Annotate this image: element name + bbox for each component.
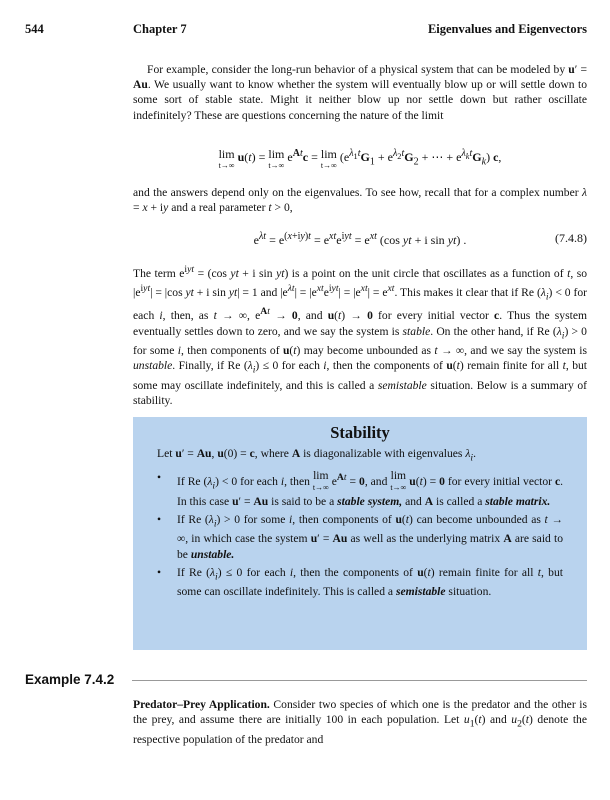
math-inline: t <box>562 359 566 373</box>
math-inline: i <box>323 359 327 373</box>
text-run: and <box>485 713 512 727</box>
equation-limit: lim t→∞ u(t) = lim t→∞ $e^{At}c = \lim$ t→∞ ($e^{\lambda_1t}G_1 + e^{\lambda_2t}G_2$ + ⋯ + $e^{\lambda_kt}G_k$) c, <box>218 147 502 170</box>
text-run: , but some can oscillate indefinitely. This is called a <box>177 565 563 599</box>
text-run: . This makes it clear that if <box>394 285 522 299</box>
text-run: and the answers depend only on the eigenvalues. To see how, recall that for a complex number <box>133 186 582 199</box>
term-stable-matrix: stable matrix. <box>485 494 551 508</box>
bullet-semistable <box>157 565 563 600</box>
text-run: . On the other hand, if <box>430 324 537 338</box>
text-run: for each <box>133 285 588 323</box>
math-inline: u(t) <box>395 512 413 526</box>
math-inline: u′ = Au <box>232 494 269 508</box>
text-run: , then <box>284 474 313 488</box>
text-run: , then components of <box>292 512 396 526</box>
text-run: . Finally, if <box>172 359 228 373</box>
text-run: , and we say the system is <box>464 344 588 358</box>
term-unstable: unstable. <box>190 547 235 561</box>
math-inline: $\lambda_i$. <box>465 447 476 464</box>
math-inline: Re $(\lambda_i) < 0$ <box>521 285 571 303</box>
text-run: for each <box>237 474 281 488</box>
equation-7-4-8: $e^{\lambda t} = e^{(x+iy)t} = e^{xt}e^{iyt} = e^{xt}$ (cos yt + i sin yt) . (7.4.8) <box>253 231 587 247</box>
bullet-icon: • <box>157 565 162 579</box>
text-run: and a real parameter <box>168 201 269 215</box>
paragraph-eigen <box>133 185 587 215</box>
math-inline: Re $(\lambda_i) > 0$ <box>188 512 241 530</box>
text-run: Let <box>157 447 176 461</box>
text-run: denote the respective population of the predator and <box>133 713 587 746</box>
page-header <box>25 22 587 38</box>
term-semistable: semistable <box>395 585 446 599</box>
math-inline: c <box>554 474 561 488</box>
math-inline: i <box>280 474 285 488</box>
math-inline: A <box>503 532 512 546</box>
math-inline: $|e^{iyt}| = |\cos$ yt + i sin yt| = 1 and $|e^{\lambda t}| = |e^{xt}e^{iyt}| = |e^{xt}| = e^{xt}$ <box>133 283 395 299</box>
text-run: as well as the underlying matrix <box>347 532 504 546</box>
text-run: for some <box>133 344 178 358</box>
text-run: is said to be a <box>268 494 338 508</box>
text-run: for every initial vector <box>444 474 555 488</box>
paragraph-intro <box>133 62 587 123</box>
paragraph-stability-discussion <box>133 262 587 408</box>
math-inline: t <box>537 565 541 579</box>
text-run: remain finite for all <box>463 359 563 373</box>
text-run: , and <box>364 474 391 488</box>
stability-summary-box <box>133 417 587 650</box>
text-run: If <box>177 474 188 488</box>
math-inline: A <box>291 447 301 461</box>
math-inline: u′ = Au, u(0) = c <box>175 447 255 461</box>
text-run: can become unbounded as <box>412 512 545 526</box>
math-inline: u(t) <box>446 359 464 373</box>
text-run: , then, as <box>162 309 214 323</box>
text-run: situation. <box>445 585 492 599</box>
math-inline: c <box>494 309 500 323</box>
math-inline: u′ = Au <box>310 532 348 546</box>
math-inline: Re $(\lambda_i) \le 0$ <box>227 359 279 376</box>
text-run: for every initial vector <box>372 309 495 323</box>
text-run: , and <box>297 309 328 323</box>
text-run: , then the components of <box>293 565 418 579</box>
text-run: for some <box>240 512 290 526</box>
term-stable: stable <box>402 324 431 338</box>
math-inline: $e^{iyt} = (\cos$ yt + i sin yt) <box>179 264 289 280</box>
text-run: , where <box>254 447 292 461</box>
text-run: Consider two species of which one is the predator and the other is the prey, and assume there are initially 100 in each population. Let <box>133 698 588 727</box>
math-inline: i <box>289 565 294 579</box>
text-run: is called a <box>433 494 486 508</box>
math-inline: t > 0 <box>268 201 290 215</box>
math-inline: i <box>289 512 293 526</box>
box-intro <box>157 446 563 466</box>
box-title: Stability <box>330 423 390 442</box>
term-unstable: unstable <box>133 359 173 373</box>
text-run: If <box>177 512 189 526</box>
math-inline: i <box>159 309 163 323</box>
text-run: situation. Below is a summary of stability. <box>133 378 587 407</box>
text-run: If <box>177 565 189 579</box>
math-inline: $u_2(t)$ <box>511 713 533 730</box>
text-run: for each <box>278 359 324 373</box>
math-inline: lim t→∞ $e^{At} = 0$ <box>312 468 365 492</box>
math-inline: u(t) <box>282 344 301 358</box>
math-inline: i <box>177 344 181 358</box>
chapter-label: Chapter 7 <box>133 22 187 36</box>
text-run: , then the components of <box>326 359 447 373</box>
math-inline: Re $(\lambda_i) \le 0$ <box>189 565 243 583</box>
text-run: and <box>402 494 425 508</box>
text-run: . In this case <box>177 474 564 508</box>
math-inline: u(t) → 0 <box>327 309 373 323</box>
text-run: , so <box>570 266 588 280</box>
text-run: for each <box>242 565 290 579</box>
math-inline: $u_1(t)$ <box>463 713 486 730</box>
term-stable-system: stable system, <box>337 494 403 508</box>
example-divider <box>132 680 587 681</box>
text-run: , then components of <box>180 344 283 358</box>
chapter-title: Eigenvalues and Eigenvectors <box>427 22 587 36</box>
math-inline: Re $(\lambda_i) < 0$ <box>187 474 238 491</box>
math-inline: u(t) <box>417 565 435 579</box>
math-inline: t → ∞, $e^{At} \to 0$ <box>213 306 298 323</box>
math-inline: t → ∞ <box>177 512 564 546</box>
page-number: 544 <box>25 22 44 36</box>
text-run: may become unbounded as <box>300 344 435 358</box>
bullet-icon: • <box>157 470 162 484</box>
text-run: , but some may oscillate indefinitely, and this is called a <box>133 359 588 392</box>
bullet-stable <box>157 470 563 509</box>
math-inline: lim t→∞ u(t) = 0 <box>390 468 445 492</box>
text-run: The term <box>133 266 180 280</box>
math-inline: A <box>424 494 434 508</box>
text-run: . Thus the system eventually settles down to zero, and we say the system is <box>133 309 587 338</box>
text-run: is diagonalizable with eigenvalues <box>300 447 466 461</box>
math-inline: λ = x + iy <box>133 186 587 215</box>
paragraph-example <box>133 697 587 747</box>
text-run: are said to be <box>177 532 564 561</box>
text-run: , in which case the system <box>185 532 311 546</box>
text-run: . We usually want to know whether the system will eventually blow up or will settle down to some sort of stable state. Might it neither blow up nor settle down but rather oscillate indefinitely? These are questions concerning the nature of the limit <box>133 78 587 122</box>
text-run: is a point on the unit circle that oscillates as a function of <box>288 266 568 280</box>
term-semistable: semistable <box>377 378 427 392</box>
text-run: , <box>289 201 293 215</box>
bullet-unstable <box>157 512 563 562</box>
math-inline: t <box>567 266 571 280</box>
bullet-icon: • <box>157 512 162 526</box>
math-inline: u′ = Au <box>133 63 587 92</box>
equation-number: (7.4.8) <box>555 231 587 245</box>
example-label: Example 7.4.2 <box>25 672 115 687</box>
example-heading: Predator–Prey Application. <box>133 698 270 711</box>
text-run: remain finite for all <box>434 565 538 579</box>
math-inline: Re $(\lambda_i) > 0$ <box>536 324 587 341</box>
math-inline: t → ∞ <box>434 344 465 358</box>
text-run: For example, consider the long-run behavior of a physical system that can be modeled by <box>147 63 569 76</box>
